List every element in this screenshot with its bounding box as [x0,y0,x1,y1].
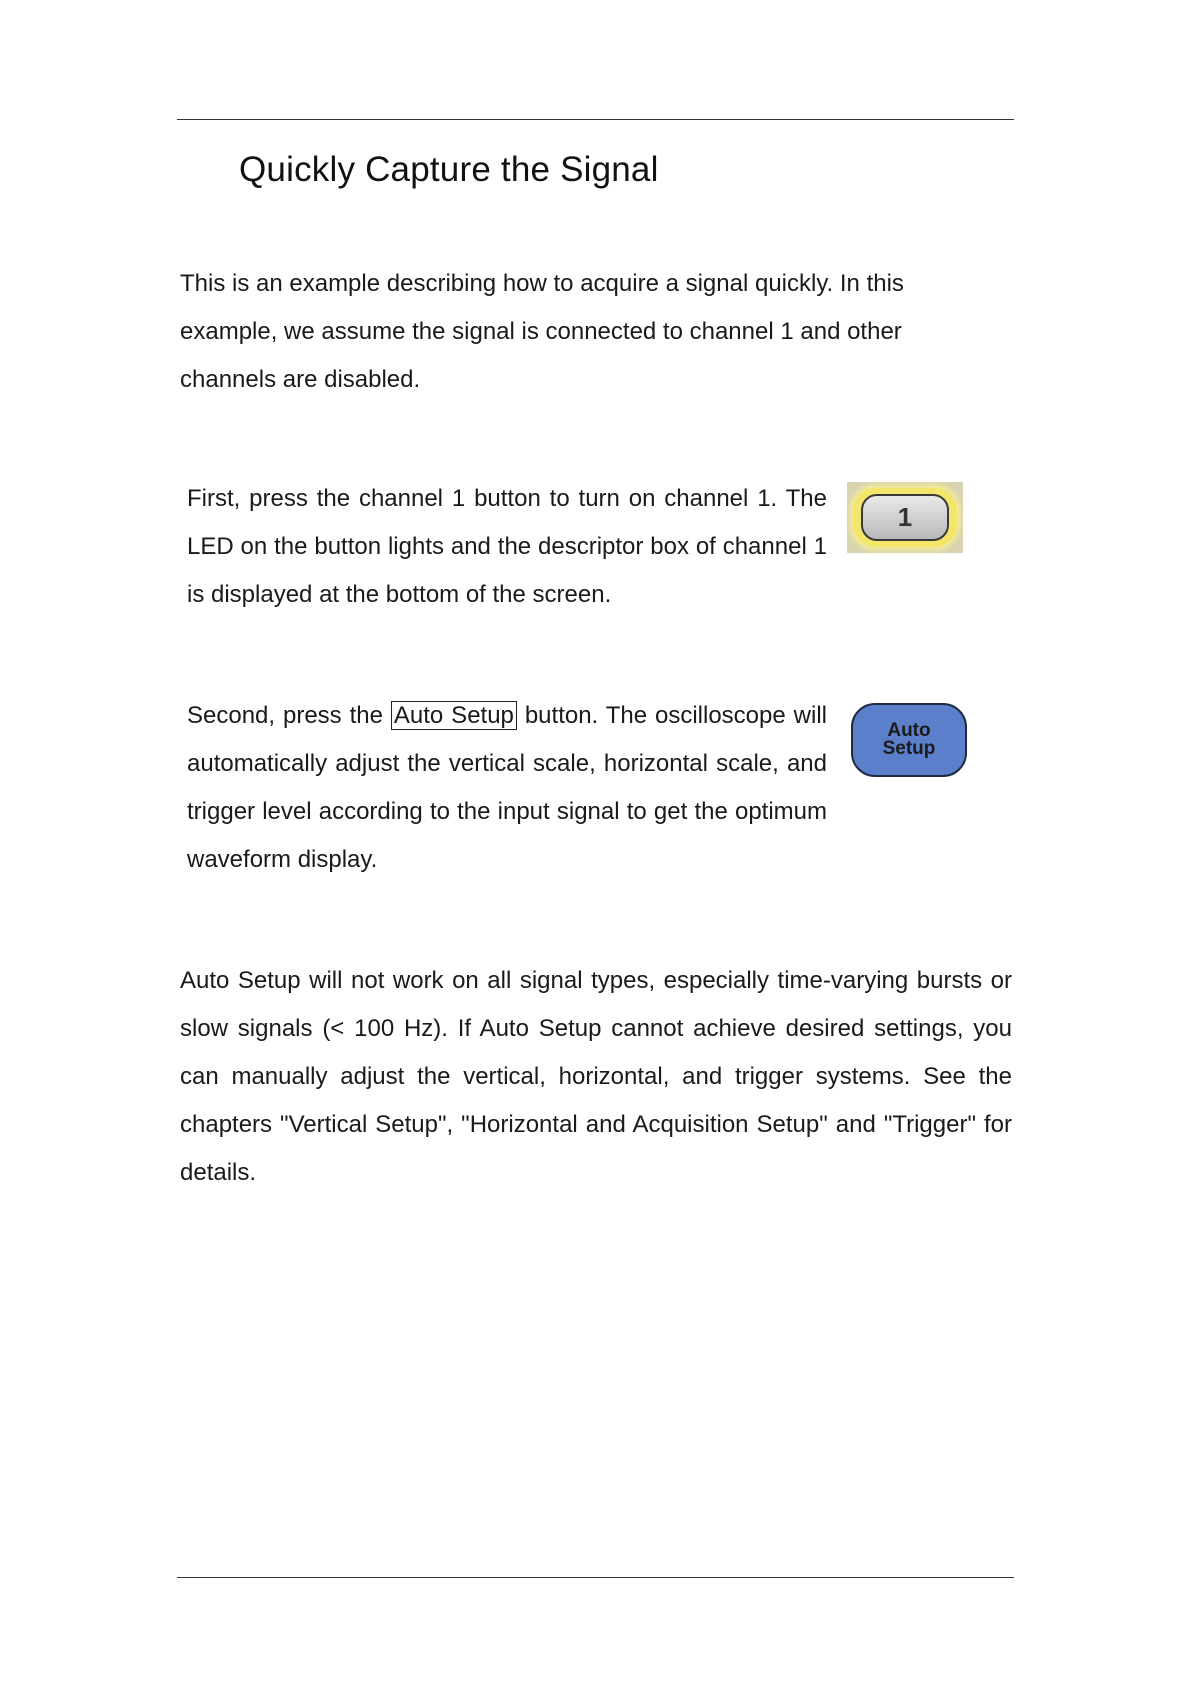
intro-paragraph: This is an example describing how to acquire a signal quickly. In this example, we assume the signal is connected to channel 1 and other channels are disabled. [180,270,904,393]
channel-1-key-label: 1 [897,502,913,532]
auto-setup-button-image [851,703,967,777]
header-rule [177,119,1014,120]
auto-setup-label-line1: Auto [887,720,931,741]
step2-text-before: Second, press the [187,702,391,729]
step2-text-after: button. The oscilloscope will automatically adjust the vertical scale, horizontal scale, and trigger level according to the input signal to get the optimum waveform display. [187,702,827,873]
step1-paragraph: First, press the channel 1 button to turn on channel 1. The LED on the button lights and the descriptor box of channel 1 is displayed at the bottom of the screen. [187,485,827,608]
channel-1-key-cap [861,494,949,541]
note-paragraph: Auto Setup will not work on all signal types, especially time-varying bursts or slow signals (< 100 Hz). If Auto Setup cannot achieve desired settings, you can manually adjust the vertical, horizontal, and trigger systems. See the chapters "Vertical Setup", "Horizontal and Acquisition Setup" and "Trigger" for details. [180,967,1012,1186]
auto-setup-label-line2: Setup [882,738,936,759]
auto-setup-key-ref: Auto Setup [391,701,517,730]
footer-rule [177,1577,1014,1578]
page-title: Quickly Capture the Signal [239,150,659,189]
channel-1-button-image [847,482,963,553]
step2-paragraph [187,692,827,884]
